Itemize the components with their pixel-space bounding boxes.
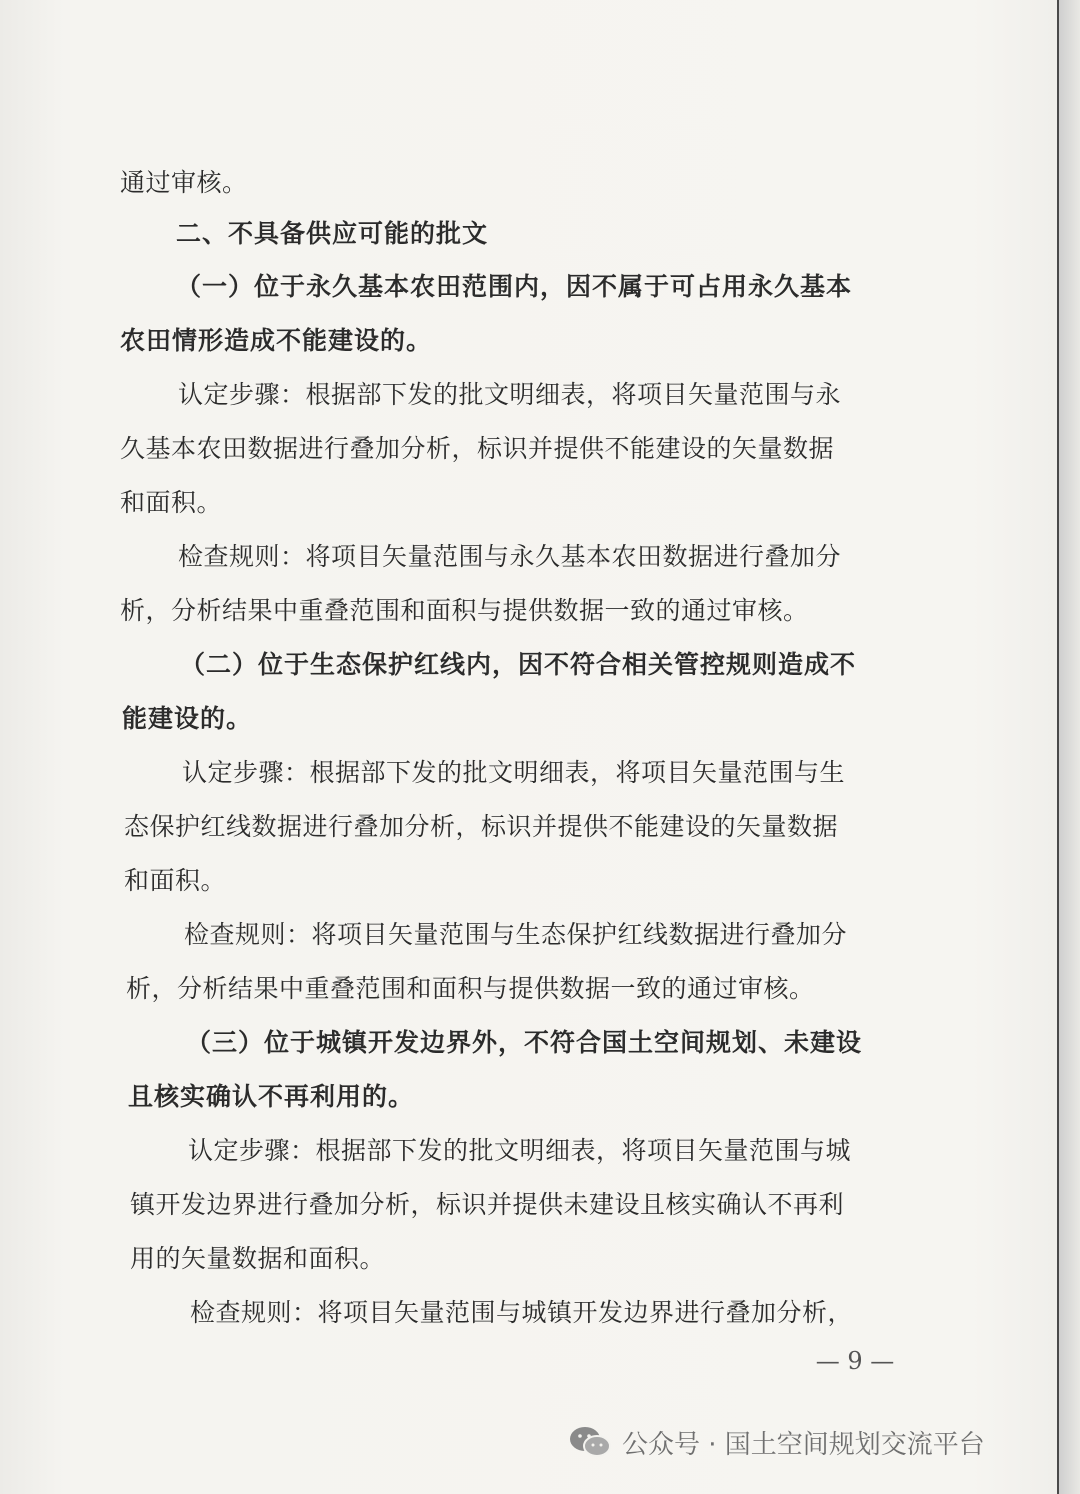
text-line: 认定步骤：根据部下发的批文明细表，将项目矢量范围与生 [182, 758, 846, 787]
section-heading: 二、不具备供应可能的批文 [176, 219, 489, 248]
watermark [568, 1422, 985, 1462]
text-line: 认定步骤：根据部下发的批文明细表，将项目矢量范围与永 [178, 380, 842, 409]
text-line: 镇开发边界进行叠加分析，标识并提供未建设且核实确认不再利 [130, 1190, 845, 1219]
text-line: 久基本农田数据进行叠加分析，标识并提供不能建设的矢量数据 [120, 434, 835, 463]
subsection-heading-cont: 能建设的。 [122, 704, 253, 733]
subsection-heading: （一）位于永久基本农田范围内，因不属于可占用永久基本 [176, 272, 853, 301]
text-line: 和面积。 [120, 488, 223, 517]
subsection-heading: （二）位于生态保护红线内，因不符合相关管控规则造成不 [180, 650, 857, 679]
watermark-text: 公众号 · 国土空间规划交流平台 [622, 1429, 985, 1460]
subsection-heading: （三）位于城镇开发边界外，不符合国土空间规划、未建设 [186, 1028, 863, 1057]
subsection-heading-cont: 且核实确认不再利用的。 [128, 1082, 415, 1111]
text-line: 检查规则：将项目矢量范围与永久基本农田数据进行叠加分 [178, 542, 842, 571]
text-line: 检查规则：将项目矢量范围与生态保护红线数据进行叠加分 [184, 920, 848, 949]
text-line: 和面积。 [124, 866, 227, 895]
page-number: — 9 — [815, 1347, 895, 1375]
text-line: 析，分析结果中重叠范围和面积与提供数据一致的通过审核。 [126, 974, 815, 1003]
text-line: 用的矢量数据和面积。 [130, 1244, 386, 1273]
text-line: 认定步骤：根据部下发的批文明细表，将项目矢量范围与城 [188, 1136, 852, 1165]
text-line: 态保护红线数据进行叠加分析，标识并提供不能建设的矢量数据 [124, 812, 839, 841]
text-line: 析，分析结果中重叠范围和面积与提供数据一致的通过审核。 [120, 596, 809, 625]
page-edge-shadow [1059, 0, 1080, 1494]
wechat-icon [568, 1424, 612, 1460]
text-line: 通过审核。 [120, 168, 248, 197]
text-line: 检查规则：将项目矢量范围与城镇开发边界进行叠加分析， [190, 1298, 854, 1327]
subsection-heading-cont: 农田情形造成不能建设的。 [120, 326, 433, 355]
